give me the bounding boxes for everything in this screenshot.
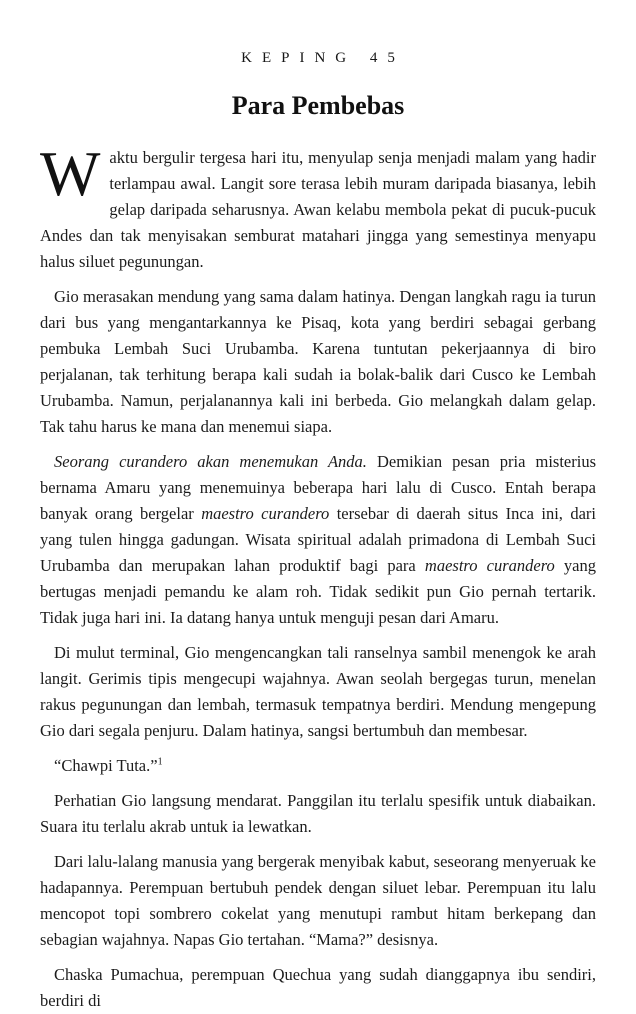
chapter-title: Para Pembebas xyxy=(231,91,405,120)
text-segment: yang bertugas menjadi pemandu ke alam roh. Tidak sedikit pun Gio pernah tertarik. Tidak juga hari ini. Ia datang hanya untuk menguji pesan dari Amaru. xyxy=(40,556,597,627)
paragraph xyxy=(40,449,596,631)
drop-cap: W xyxy=(40,138,101,209)
text-segment: Chaska Pumachua, perempuan Quechua yang sudah dianggapnya ibu sendiri, berdiri di xyxy=(40,965,596,1010)
footnote-marker[interactable]: 1 xyxy=(157,756,163,768)
text-segment: “Chawpi Tuta.” xyxy=(54,756,158,775)
page-body xyxy=(40,138,597,1014)
paragraph xyxy=(40,138,596,275)
paragraph xyxy=(40,640,596,744)
text-segment: Demikian pesan pria misterius bernama Amaru yang menemuinya beberapa hari lalu di Cusco. Entah berapa banyak orang bergelar xyxy=(40,452,596,523)
text-segment: aktu bergulir tergesa hari itu, menyulap senja menjadi malam yang hadir terlampau awal. Langit sore terasa lebih muram daripada biasanya, lebih gelap daripada seharusnya. Awan kelabu membola pekat di pucuk-pucuk Andes dan tak menyisakan semburat matahari jingga yang semestinya menyapu halus siluet pegunungan. xyxy=(40,148,596,271)
text-segment: maestro curandero xyxy=(424,556,555,575)
text-segment: Dari lalu-lalang manusia yang bergerak menyibak kabut, seseorang menyeruak ke hadapannya. Perempuan bertubuh pendek dengan siluet lebar. Perempuan itu lalu mencopot topi sombrero cokelat yang menutupi rambut hitam berkepang dan sebagian wajahnya. Napas Gio tertahan. “Mama?” desisnya. xyxy=(40,852,596,949)
text-segment: Seorang curandero akan menemukan Anda. xyxy=(54,452,367,471)
paragraph xyxy=(40,962,596,1014)
text-segment: Gio merasakan mendung yang sama dalam hatinya. Dengan langkah ragu ia turun dari bus yang mengantarkannya ke Pisaq, kota yang berdiri sebagai gerbang pembuka Lembah Suci Urubamba. Karena tuntutan pekerjaannya di biro perjalanan, tak terhitung berapa kali sudah ia bolak-balik dari Cusco ke Lembah Urubamba. Namun, perjalanannya kali ini berbeda. Gio melangkah dalam gelap. Tak tahu harus ke mana dan menemui siapa. xyxy=(40,287,596,436)
chapter-kicker: KEPING 45 xyxy=(241,50,405,66)
text-segment: Perhatian Gio langsung mendarat. Panggilan itu terlalu spesifik untuk diabaikan. Suara itu terlalu akrab untuk ia lewatkan. xyxy=(40,791,596,836)
text-segment: tersebar di daerah situs Inca ini, dari yang tulen hingga gadungan. Wisata spiritual adalah primadona di Lembah Suci Urubamba dan merupakan lahan produktif bagi para xyxy=(40,504,596,575)
paragraph xyxy=(40,849,596,953)
paragraph xyxy=(40,788,596,840)
text-segment: maestro curandero xyxy=(201,504,330,523)
text-segment: Di mulut terminal, Gio mengencangkan tali ranselnya sambil menengok ke arah langit. Gerimis tipis mengecupi wajahnya. Awan seolah bergegas turun, menelan rakus pegunungan dan lembah, termasuk tempatnya berdiri. Mendung mengepung Gio dari segala penjuru. Dalam hatinya, sangsi bertumbuh dan membesar. xyxy=(40,643,596,740)
paragraph xyxy=(40,284,596,440)
paragraph xyxy=(40,753,596,779)
